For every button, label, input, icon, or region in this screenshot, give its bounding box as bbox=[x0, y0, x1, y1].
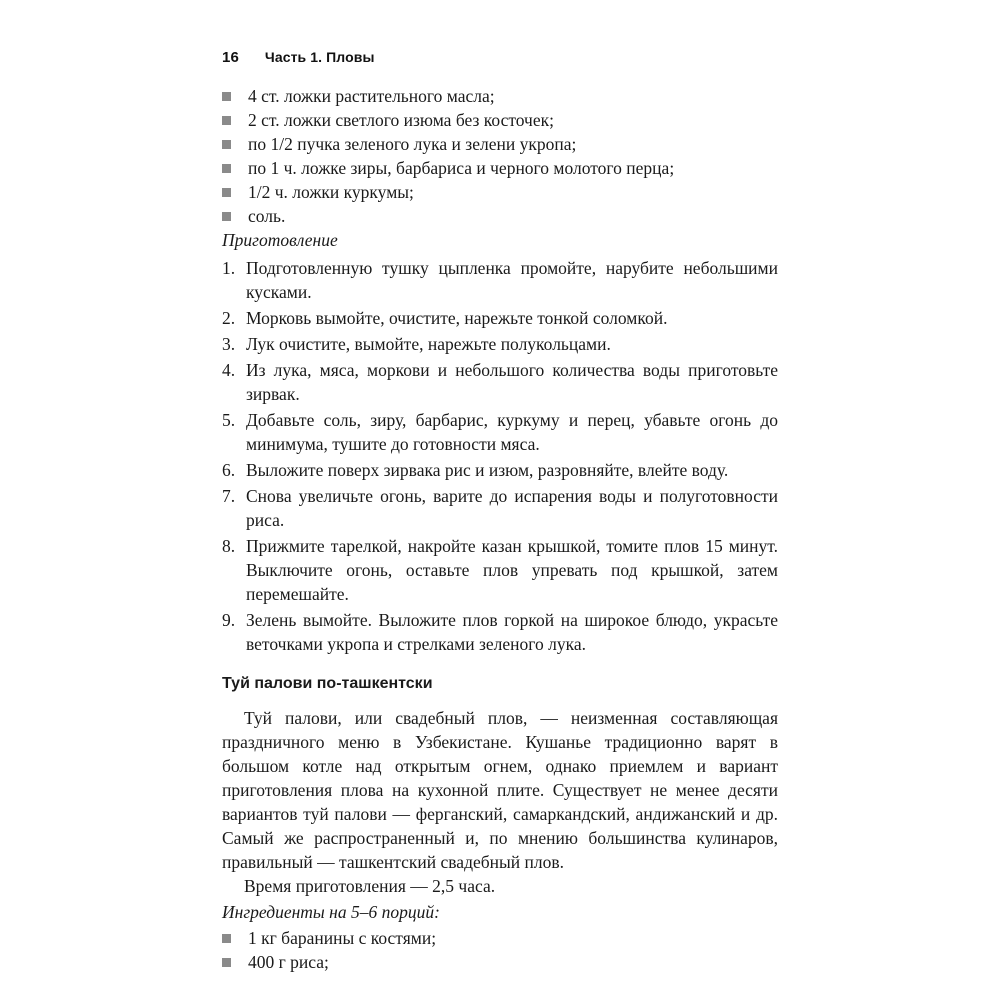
bullet-square-icon bbox=[222, 958, 231, 967]
bullet-square-icon bbox=[222, 92, 231, 101]
list-item: 2 ст. ложки светлого изюма без косточек; bbox=[222, 108, 778, 132]
step-item: 1. Подготовленную тушку цыпленка промойте, нарубите небольшими кусками. bbox=[222, 258, 778, 302]
bullet-square-icon bbox=[222, 140, 231, 149]
bullet-square-icon bbox=[222, 212, 231, 221]
step-item: 3. Лук очистите, вымойте, нарежьте полукольцами. bbox=[222, 334, 611, 354]
list-item: 1 кг баранины с костями; bbox=[222, 926, 778, 950]
preparation-heading: Приготовление bbox=[222, 230, 338, 250]
list-item: 400 г риса; bbox=[222, 950, 778, 974]
list-item: по 1/2 пучка зеленого лука и зелени укропа; bbox=[222, 132, 778, 156]
list-item: по 1 ч. ложке зиры, барбариса и черного молотого перца; bbox=[222, 156, 778, 180]
bullet-square-icon bbox=[222, 188, 231, 197]
step-item: 2. Морковь вымойте, очистите, нарежьте тонкой соломкой. bbox=[222, 308, 668, 328]
step-item: 5. Добавьте соль, зиру, барбарис, куркуму и перец, убавьте огонь до минимума, тушите до готовности мяса. bbox=[222, 410, 778, 454]
ingredient-list-bottom bbox=[222, 926, 778, 974]
ingredient-list-top bbox=[222, 84, 778, 228]
bullet-square-icon bbox=[222, 934, 231, 943]
list-item: соль. bbox=[222, 204, 778, 228]
bullet-square-icon bbox=[222, 116, 231, 125]
cooking-time: Время приготовления — 2,5 часа. bbox=[244, 876, 496, 896]
section-title: Туй палови по-ташкентски bbox=[222, 675, 433, 692]
list-item: 1/2 ч. ложки куркумы; bbox=[222, 180, 778, 204]
page-header bbox=[222, 49, 375, 66]
step-item: 8. Прижмите тарелкой, накройте казан крышкой, томите плов 15 минут. Выключите огонь, оставьте плов упревать под крышкой, затем перемешайте. bbox=[222, 536, 778, 604]
step-item: 7. Снова увеличьте огонь, варите до испарения воды и полуготовности риса. bbox=[222, 486, 778, 530]
bullet-square-icon bbox=[222, 164, 231, 173]
ingredients-heading: Ингредиенты на 5–6 порций: bbox=[222, 902, 440, 922]
intro-paragraph: Туй палови, или свадебный плов, — неизменная составляющая праздничного меню в Узбекистане. Кушанье традиционно варят в большом котле над открытым огнем, однако приемлем и вариант приготовления плова на кухонной плите. Существует не менее десяти вариантов туй палови — ферганский, самаркандский, андижанский и др. Самый же распространенный и, по мнению большинства кулинаров, правильный — ташкентский свадебный плов. bbox=[222, 708, 778, 872]
running-title: Часть 1. Пловы bbox=[264, 49, 375, 65]
step-item: 9. Зелень вымойте. Выложите плов горкой на широкое блюдо, украсьте веточками укропа и стрелками зеленого лука. bbox=[222, 610, 778, 654]
page-number: 16 bbox=[222, 49, 239, 66]
page-content bbox=[222, 84, 778, 974]
steps-list bbox=[222, 256, 778, 656]
step-item: 4. Из лука, мяса, моркови и небольшого количества воды приготовьте зирвак. bbox=[222, 360, 778, 404]
step-item: 6. Выложите поверх зирвака рис и изюм, разровняйте, влейте воду. bbox=[222, 460, 729, 480]
list-item: 4 ст. ложки растительного масла; bbox=[222, 84, 778, 108]
